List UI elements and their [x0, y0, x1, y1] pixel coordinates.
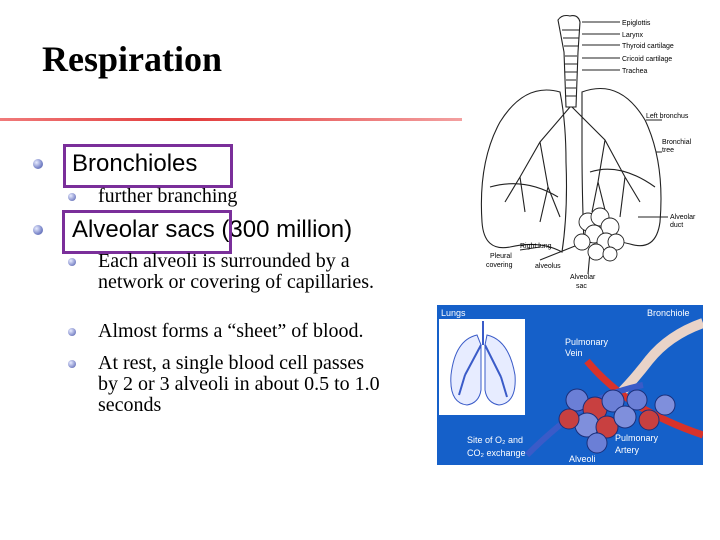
bullet-2-sub-1-text: Each alveoli is surrounded by a network or covering of capillaries.	[98, 250, 375, 293]
label-trachea: Trachea	[622, 68, 648, 75]
bullet-1-sub-text: further branching	[98, 185, 238, 207]
label-bronchial-2: tree	[662, 147, 675, 154]
label-larynx: Larynx	[622, 32, 644, 39]
lung-anatomy-diagram	[470, 12, 710, 300]
bullet-1-sub-dot	[68, 193, 76, 201]
label-lungs: Lungs	[441, 308, 466, 318]
label-epiglottis: Epiglottis	[622, 20, 651, 27]
label-alveolar-duct-2: duct	[670, 222, 684, 229]
label-alveolus: alveolus	[535, 263, 561, 270]
label-pleural-1: Pleural	[490, 253, 512, 260]
label-alveolar-duct-1: Alveolar	[670, 214, 696, 221]
bullet-2-dot	[33, 225, 43, 235]
bullet-2-sub-3-text: At rest, a single blood cell passes by 2 or 3 alveoli in about 0.5 to 1.0 seconds	[98, 352, 380, 416]
label-site-1: Site of O₂ and	[467, 435, 524, 445]
label-right-lung: Right lung	[520, 243, 552, 250]
bullet-2-sub-2-text: Almost forms a “sheet” of blood.	[98, 320, 364, 342]
bronchioles-highlight-box	[63, 144, 233, 188]
title-underline	[0, 118, 462, 121]
label-pulmonary-vein-1: Pulmonary	[565, 337, 609, 347]
label-pulmonary-artery-1: Pulmonary	[615, 433, 659, 443]
bullet-1-text: Bronchioles	[72, 150, 198, 177]
alveolar-sacs-text: Alveolar sacs	[72, 216, 215, 243]
label-alveolar-sac-2: sac	[576, 283, 587, 290]
label-alveolar-sac-1: Alveolar	[570, 274, 596, 281]
bullet-2-sub-3-dot	[68, 360, 76, 368]
label-pulmonary-artery-2: Artery	[615, 445, 640, 455]
label-pulmonary-vein-2: Vein	[565, 348, 583, 358]
label-cricoid: Cricoid cartilage	[622, 56, 673, 63]
alveolar-count-text: (300 million)	[214, 216, 353, 243]
slide-title: Respiration	[42, 39, 222, 79]
alveolar-sacs-highlight-box	[62, 210, 232, 254]
bullet-1-dot	[33, 159, 43, 169]
alveoli-illustration	[437, 305, 703, 465]
label-pleural-2: covering	[486, 262, 513, 269]
label-left-bronchus: Left bronchus	[646, 113, 689, 120]
label-bronchial-1: Bronchial	[662, 139, 692, 146]
label-alveoli: Alveoli	[569, 454, 596, 464]
bullet-2-sub-2-dot	[68, 328, 76, 336]
label-bronchiole: Bronchiole	[647, 308, 690, 318]
label-site-2: CO₂ exchange	[467, 448, 526, 458]
label-thyroid: Thyroid cartilage	[622, 43, 674, 50]
bullet-2-sub-1-dot	[68, 258, 76, 266]
